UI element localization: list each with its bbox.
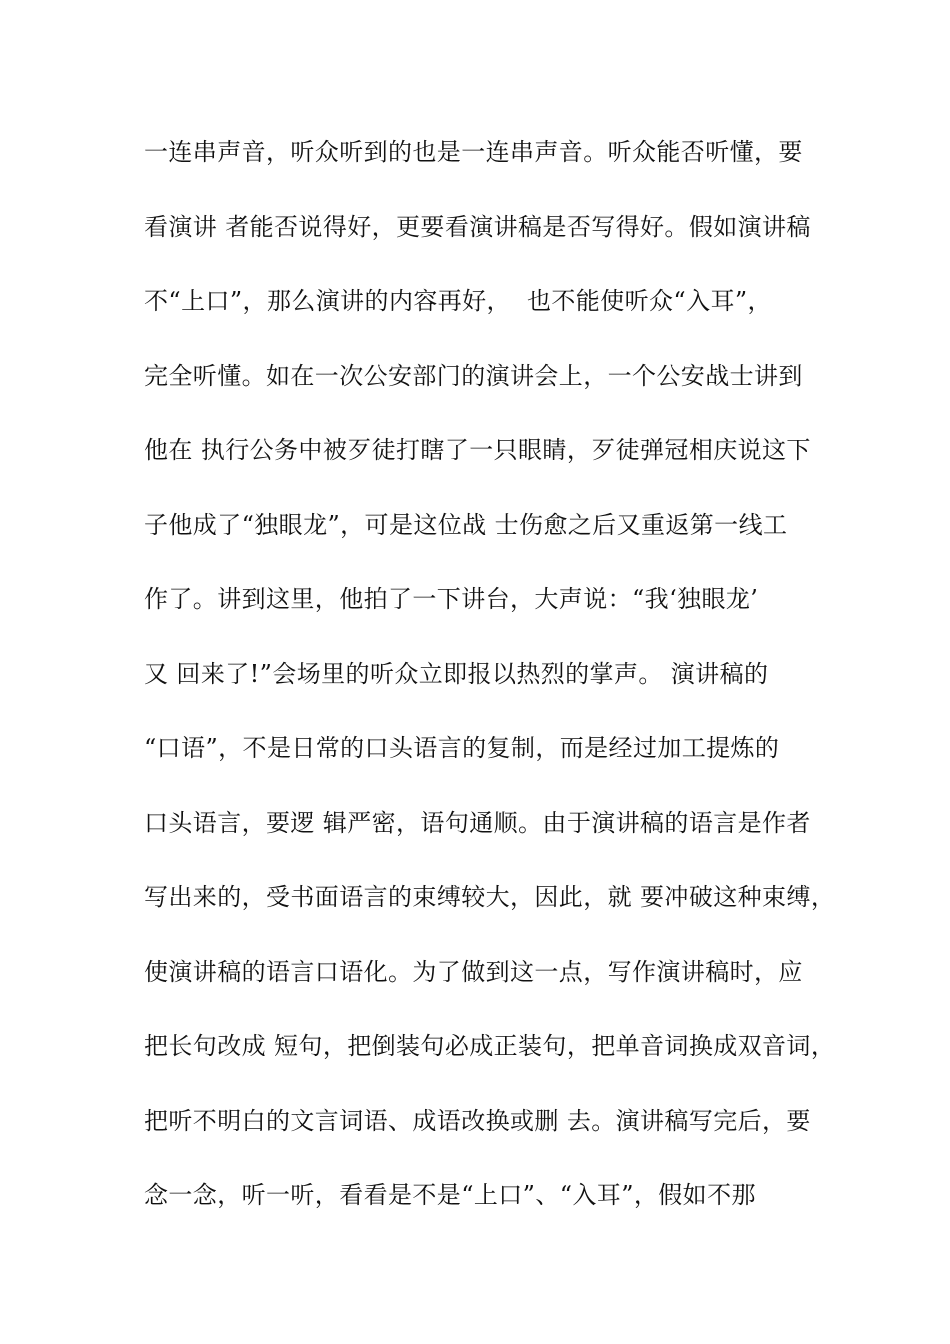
text-line: 他在 执行公务中被歹徒打瞎了一只眼睛，歹徒弹冠相庆说这下 <box>144 436 811 464</box>
body-text <box>144 130 844 1248</box>
text-line: 完全听懂。如在一次公安部门的演讲会上，一个公安战士讲到 <box>144 361 803 390</box>
text-line: 看演讲 者能否说得好，更要看演讲稿是否写得好。假如演讲稿 <box>144 212 811 241</box>
text-line: 又 回来了!”会场里的听众立即报以热烈的掌声。 演讲稿的 <box>144 659 769 688</box>
text-line: 使演讲稿的语言口语化。为了做到这一点，写作演讲稿时，应 <box>144 957 803 986</box>
text-line: 作了。讲到这里，他拍了一下讲台，大声说：“我‘独眼龙’ <box>144 585 759 613</box>
text-line: 把长句改成 短句，把倒装句必成正装句，把单音词换成双音词， <box>144 1032 836 1060</box>
text-line: 一连串声音，听众听到的也是一连串声音。听众能否听懂，要 <box>144 138 803 166</box>
text-line: 子他成了“独眼龙”，可是这位战 士伤愈之后又重返第一线工 <box>144 510 788 539</box>
text-line: 口头语言，要逻 辑严密，语句通顺。由于演讲稿的语言是作者 <box>144 808 811 837</box>
text-line: 念一念，听一听，看看是不是“上口”、“入耳”，假如不那 <box>144 1181 756 1209</box>
text-line: 不“上口”，那么演讲的内容再好， 也不能使听众“入耳”， <box>144 287 772 315</box>
text-line: 把听不明白的文言词语、成语改换或删 去。演讲稿写完后，要 <box>144 1106 811 1135</box>
text-line: 写出来的，受书面语言的束缚较大，因此，就 要冲破这种束缚， <box>144 883 836 911</box>
text-line: “口语”，不是日常的口头语言的复制，而是经过加工提炼的 <box>144 734 780 762</box>
